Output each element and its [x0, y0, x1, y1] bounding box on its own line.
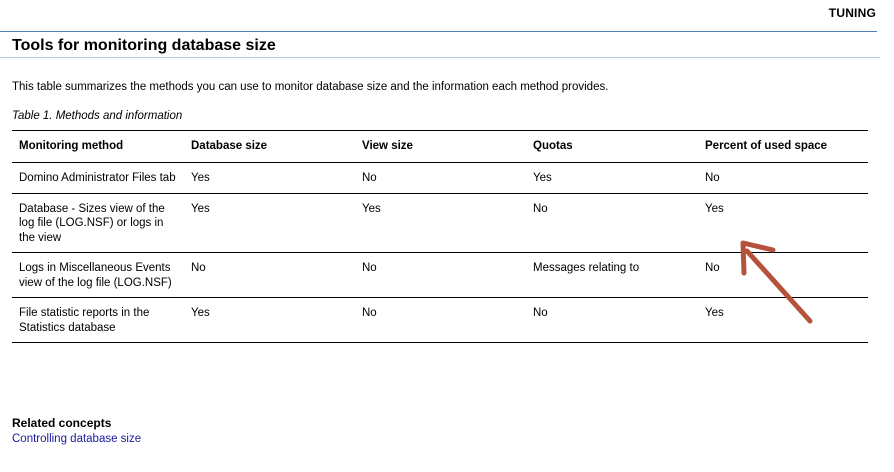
- table-cell: No: [355, 298, 526, 343]
- column-header: Database size: [184, 131, 355, 163]
- table-cell: No: [698, 163, 868, 194]
- table-cell: Messages relating to: [526, 253, 698, 298]
- page-title: Tools for monitoring database size: [12, 37, 276, 54]
- title-rule-bottom: [0, 57, 880, 58]
- table-cell: No: [698, 253, 868, 298]
- table-row: [12, 253, 868, 298]
- controlling-database-size-link[interactable]: Controlling database size: [12, 433, 142, 445]
- table-cell: Logs in Miscellaneous Events view of the log file (LOG.NSF): [12, 253, 184, 298]
- table-cell: File statistic reports in the Statistics database: [12, 298, 184, 343]
- related-concepts-heading: Related concepts: [12, 416, 112, 430]
- table-cell: No: [355, 253, 526, 298]
- table-cell: Yes: [355, 193, 526, 253]
- table-header-row: [12, 131, 868, 163]
- table-cell: No: [184, 253, 355, 298]
- column-header: Monitoring method: [12, 131, 184, 163]
- table-row: [12, 163, 868, 194]
- table-cell: Yes: [698, 193, 868, 253]
- intro-text: This table summarizes the methods you can use to monitor database size and the information each method provides.: [12, 81, 609, 93]
- column-header: View size: [355, 131, 526, 163]
- table-cell: No: [526, 298, 698, 343]
- table-cell: No: [526, 193, 698, 253]
- column-header: Percent of used space: [698, 131, 868, 163]
- table-row: [12, 193, 868, 253]
- section-label: TUNING: [828, 6, 876, 20]
- table-cell: Yes: [698, 298, 868, 343]
- table-cell: Yes: [184, 193, 355, 253]
- table-cell: Yes: [526, 163, 698, 194]
- title-rule-top: [0, 31, 877, 32]
- table-cell: No: [355, 163, 526, 194]
- table-caption: Table 1. Methods and information: [12, 110, 183, 122]
- column-header: Quotas: [526, 131, 698, 163]
- table-row: [12, 298, 868, 343]
- methods-table: [12, 130, 868, 343]
- table-cell: Database - Sizes view of the log file (LOG.NSF) or logs in the view: [12, 193, 184, 253]
- table-cell: Domino Administrator Files tab: [12, 163, 184, 194]
- table-cell: Yes: [184, 163, 355, 194]
- table-cell: Yes: [184, 298, 355, 343]
